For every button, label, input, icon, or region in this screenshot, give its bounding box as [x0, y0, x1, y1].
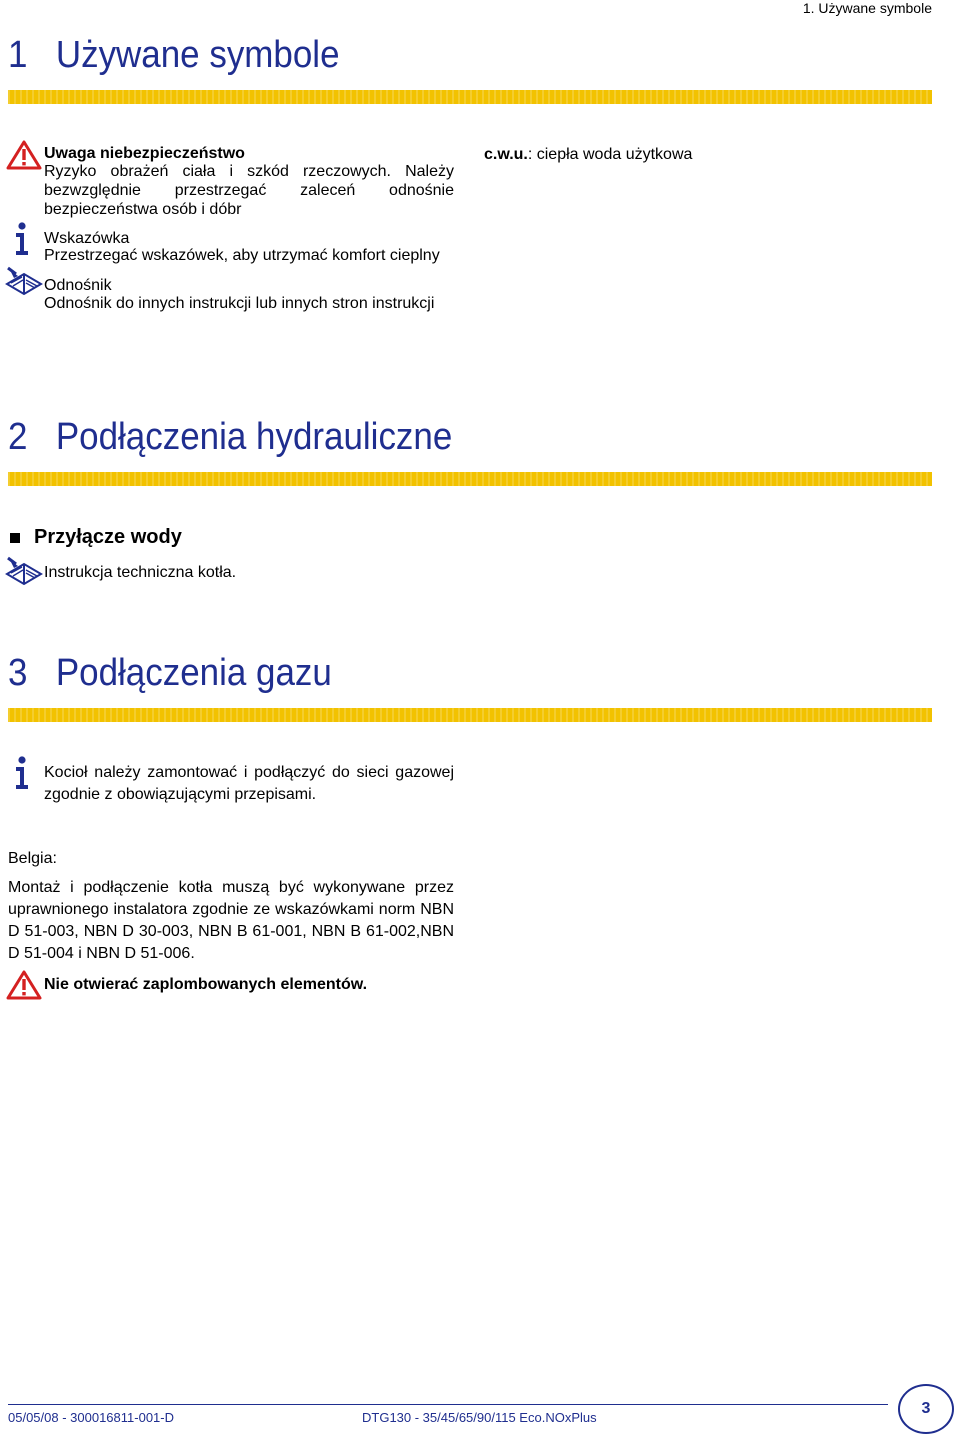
section-title: Podłączenia hydrauliczne — [55, 416, 453, 458]
belgium-label: Belgia: — [8, 850, 57, 867]
section-divider — [8, 472, 932, 486]
footer-product-name: DTG130 - 35/45/65/90/115 Eco.NOxPlus — [362, 1410, 597, 1425]
section-1-heading — [8, 34, 340, 77]
footer-rule — [8, 1404, 888, 1405]
reference-text: Odnośnik do innych instrukcji lub innych stron instrukcji — [44, 295, 435, 312]
reference-title: Odnośnik — [44, 277, 112, 294]
section-2-heading — [8, 416, 452, 459]
section-3-heading — [8, 652, 332, 695]
running-header: 1. Używane symbole — [802, 0, 932, 16]
section-divider — [8, 90, 932, 104]
page-number: 3 — [921, 1400, 931, 1417]
note-text: Przestrzegać wskazówek, aby utrzymać komfort cieplny — [44, 247, 440, 264]
bullet-square-icon — [10, 533, 20, 543]
info-icon — [14, 222, 30, 256]
danger-title: Uwaga niebezpieczeństwo — [44, 145, 245, 162]
warning-triangle-icon — [6, 140, 42, 170]
warning-triangle-icon — [6, 970, 42, 1000]
section-number: 3 — [8, 652, 28, 694]
seal-warning-text: Nie otwierać zaplombowanych elementów. — [44, 976, 368, 993]
info-icon — [14, 756, 30, 790]
section-number: 1 — [8, 34, 28, 76]
note-title: Wskazówka — [44, 230, 130, 247]
abbreviation-meaning: : ciepła woda użytkowa — [527, 146, 693, 163]
belgium-norms-text: Montaż i podłączenie kotła muszą być wykonywane przez uprawnionego instalatora zgodnie ze wskazówkami norm NBN D 51-003, NBN D 30-003, NBN B 61-001, NBN B 61-002,NBN D 51-004 i NBN D 51-006. — [8, 879, 454, 962]
footer-document-code: 05/05/08 - 300016811-001-D — [8, 1410, 174, 1425]
section-number: 2 — [8, 416, 28, 458]
section-title: Używane symbole — [55, 34, 340, 76]
section-title: Podłączenia gazu — [55, 652, 332, 694]
book-reference-icon — [4, 266, 44, 296]
section-divider — [8, 708, 932, 722]
book-reference-icon — [4, 556, 44, 586]
water-connection-subheading: Przyłącze wody — [34, 526, 182, 548]
page-number-badge — [898, 1384, 954, 1434]
gas-installation-note: Kocioł należy zamontować i podłączyć do sieci gazowej zgodnie z obowiązującymi przepisami. — [44, 764, 454, 803]
danger-text: Ryzyko obrażeń ciała i szkód rzeczowych. Należy bezwzględnie przestrzegać zaleceń odnośnie bezpieczeństwa osób i dóbr — [44, 163, 454, 218]
boiler-manual-reference: Instrukcja techniczna kotła. — [44, 564, 237, 581]
abbreviation: c.w.u. — [484, 146, 528, 163]
abbreviation-definition — [484, 144, 692, 166]
